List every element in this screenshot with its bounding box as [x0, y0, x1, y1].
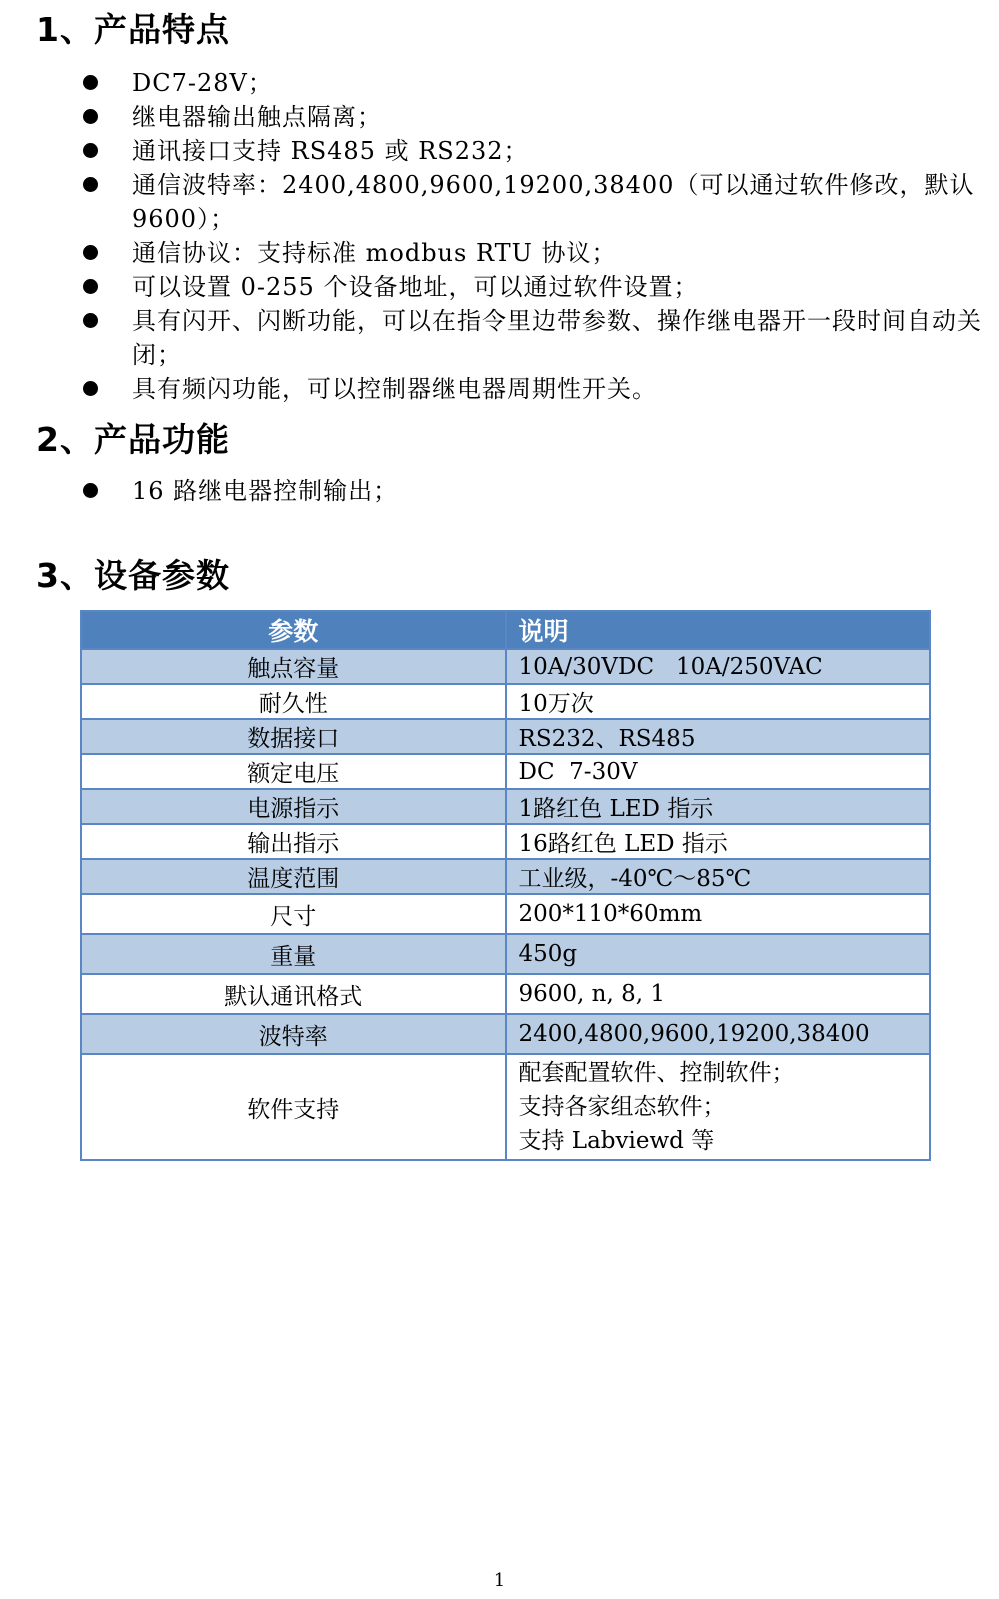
table-row — [81, 754, 930, 789]
param-cell: 重量 — [81, 934, 506, 974]
list-item: 通信波特率：2400,4800,9600,19200,38400（可以通过软件修改，默认9600）； — [82, 168, 982, 236]
desc-line: 配套配置软件、控制软件； — [518, 1060, 795, 1086]
parameter-table — [80, 610, 931, 1161]
table-row — [81, 934, 930, 974]
table-row — [81, 789, 930, 824]
desc-cell: 工业级，-40℃～85℃ — [506, 859, 931, 894]
function-list — [82, 474, 982, 508]
param-cell: 触点容量 — [81, 649, 506, 684]
bullet-icon — [83, 75, 98, 90]
table-row — [81, 684, 930, 719]
param-cell: 数据接口 — [81, 719, 506, 754]
desc-cell — [506, 1054, 931, 1160]
param-cell: 输出指示 — [81, 824, 506, 859]
list-item: 具有频闪功能，可以控制器继电器周期性开关。 — [82, 372, 982, 406]
param-cell: 额定电压 — [81, 754, 506, 789]
table-row — [81, 1014, 930, 1054]
param-cell: 电源指示 — [81, 789, 506, 824]
section-heading-functions: 2、产品功能 — [36, 420, 230, 459]
table-row — [81, 824, 930, 859]
param-cell: 波特率 — [81, 1014, 506, 1054]
list-item: 可以设置 0-255 个设备地址，可以通过软件设置； — [82, 270, 982, 304]
table-row — [81, 719, 930, 754]
param-cell: 耐久性 — [81, 684, 506, 719]
bullet-icon — [83, 279, 98, 294]
desc-cell: 16路红色 LED 指示 — [506, 824, 931, 859]
param-cell: 温度范围 — [81, 859, 506, 894]
table-row — [81, 859, 930, 894]
desc-cell: 10万次 — [506, 684, 931, 719]
bullet-icon — [83, 245, 98, 260]
param-cell: 软件支持 — [81, 1054, 506, 1160]
param-cell: 尺寸 — [81, 894, 506, 934]
desc-cell: 9600, n, 8, 1 — [506, 974, 931, 1014]
table-row — [81, 894, 930, 934]
list-item: 通讯接口支持 RS485 或 RS232； — [82, 134, 982, 168]
column-header-desc: 说明 — [506, 611, 931, 649]
bullet-icon — [83, 177, 98, 192]
list-item: DC7-28V； — [82, 66, 982, 100]
list-item: 通信协议：支持标准 modbus RTU 协议； — [82, 236, 982, 270]
desc-cell: 1路红色 LED 指示 — [506, 789, 931, 824]
feature-list — [82, 66, 982, 406]
bullet-icon — [83, 483, 98, 498]
table-row — [81, 1054, 930, 1160]
desc-line: 支持各家组态软件； — [518, 1094, 726, 1120]
bullet-icon — [83, 143, 98, 158]
section-heading-parameters: 3、设备参数 — [36, 556, 230, 595]
list-item: 继电器输出触点隔离； — [82, 100, 982, 134]
bullet-icon — [83, 109, 98, 124]
desc-cell: 2400,4800,9600,19200,38400 — [506, 1014, 931, 1054]
table-row — [81, 974, 930, 1014]
bullet-icon — [83, 313, 98, 328]
bullet-icon — [83, 381, 98, 396]
desc-cell: 450g — [506, 934, 931, 974]
desc-cell: DC 7-30V — [506, 754, 931, 789]
list-item: 16 路继电器控制输出； — [82, 474, 982, 508]
table-row — [81, 649, 930, 684]
desc-cell: 200*110*60mm — [506, 894, 931, 934]
param-cell: 默认通讯格式 — [81, 974, 506, 1014]
page-number: 1 — [493, 1570, 506, 1591]
section-heading-features: 1、产品特点 — [36, 10, 230, 49]
desc-line: 支持 Labviewd 等 — [518, 1128, 715, 1154]
table-header-row — [81, 611, 930, 649]
desc-cell: 10A/30VDC 10A/250VAC — [506, 649, 931, 684]
column-header-param: 参数 — [81, 611, 506, 649]
list-item: 具有闪开、闪断功能，可以在指令里边带参数、操作继电器开一段时间自动关闭； — [82, 304, 982, 372]
desc-cell: RS232、RS485 — [506, 719, 931, 754]
